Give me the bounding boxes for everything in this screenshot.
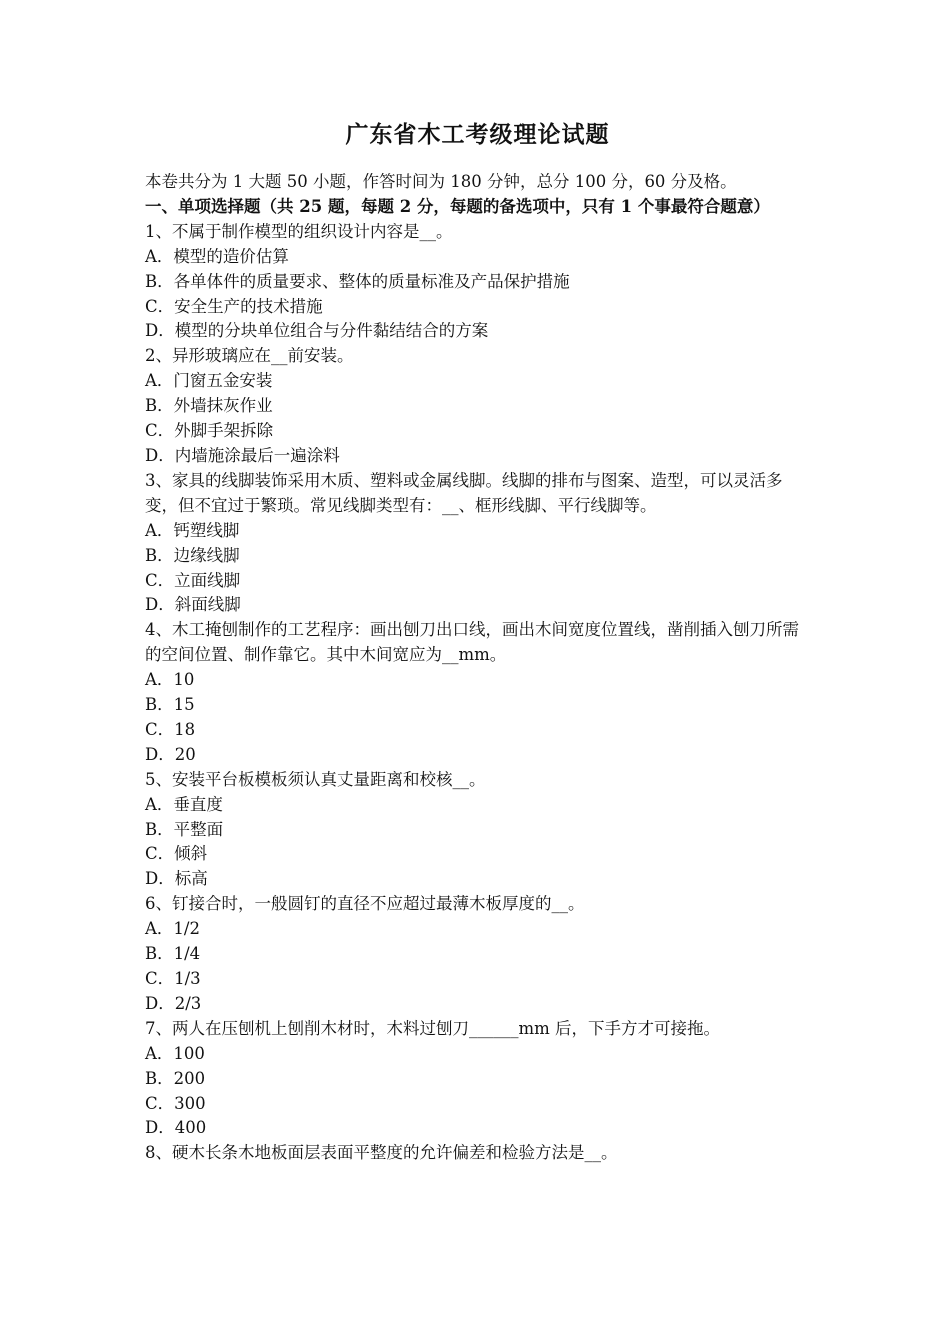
question-block <box>145 768 810 893</box>
question-stem: 3、家具的线脚装饰采用木质、塑料或金属线脚。线脚的排布与图案、造型，可以灵活多变，但不宜过于繁琐。常见线脚类型有：__、框形线脚、平行线脚等。 <box>145 470 783 515</box>
question-block <box>145 220 810 345</box>
question-stem: 7、两人在压刨机上刨削木材时，木料过刨刀______mm 后，下手方才可接拖。 <box>145 1018 721 1038</box>
question-block <box>145 618 810 767</box>
answer-option: A．10 <box>145 670 195 690</box>
answer-option: D．标高 <box>145 869 208 889</box>
answer-option: C．300 <box>145 1093 206 1113</box>
answer-option: C．安全生产的技术措施 <box>145 296 323 316</box>
exam-intro: 本卷共分为 1 大题 50 小题，作答时间为 180 分钟，总分 100 分，60 分及格。 <box>145 172 737 191</box>
answer-option: D．2/3 <box>145 993 202 1013</box>
answer-option: C．18 <box>145 719 196 739</box>
answer-option: B．平整面 <box>145 819 224 839</box>
answer-option: B．外墙抹灰作业 <box>145 396 273 416</box>
answer-option: C．倾斜 <box>145 844 208 864</box>
document-title: 广东省木工考级理论试题 <box>345 121 610 148</box>
question-stem: 6、钉接合时，一般圆钉的直径不应超过最薄木板厚度的__。 <box>145 894 585 914</box>
answer-option: B．边缘线脚 <box>145 545 240 565</box>
answer-option: C．立面线脚 <box>145 570 241 590</box>
answer-option: B．200 <box>145 1068 206 1088</box>
question-block <box>145 1017 810 1142</box>
question-block <box>145 892 810 1017</box>
answer-option: B．15 <box>145 695 195 715</box>
question-stem: 4、木工掩刨制作的工艺程序：画出刨刀出口线，画出木间宽度位置线，凿削插入刨刀所需的空间位置、制作靠它。其中木间宽应为__mm。 <box>145 620 799 665</box>
question-block <box>145 469 810 618</box>
answer-option: A．1/2 <box>145 919 200 939</box>
document-page <box>145 118 810 1166</box>
question-stem: 2、异形玻璃应在__前安装。 <box>145 346 354 366</box>
answer-option: A．垂直度 <box>145 794 223 814</box>
answer-option: D．斜面线脚 <box>145 595 241 615</box>
question-stem: 8、硬木长条木地板面层表面平整度的允许偏差和检验方法是__。 <box>145 1143 618 1163</box>
answer-option: C．1/3 <box>145 969 201 988</box>
question-stem: 5、安装平台板模板须认真丈量距离和校核__。 <box>145 769 486 789</box>
answer-option: B．1/4 <box>145 944 201 964</box>
answer-option: B．各单体件的质量要求、整体的质量标准及产品保护措施 <box>145 271 570 291</box>
answer-option: D．400 <box>145 1118 207 1138</box>
answer-option: C．外脚手架拆除 <box>145 421 274 441</box>
answer-option: D．20 <box>145 744 196 764</box>
question-stem: 1、不属于制作模型的组织设计内容是__。 <box>145 221 453 241</box>
question-list <box>145 220 810 1166</box>
answer-option: A．100 <box>145 1043 205 1063</box>
question-block <box>145 1141 810 1166</box>
answer-option: D．内墙施涂最后一遍涂料 <box>145 445 340 465</box>
section-heading: 一、单项选择题（共 25 题，每题 2 分，每题的备选项中，只有 1 个事最符合题意） <box>145 196 770 216</box>
answer-option: A．钙塑线脚 <box>145 520 240 540</box>
answer-option: A．模型的造价估算 <box>145 246 289 266</box>
answer-option: A．门窗五金安装 <box>145 371 273 391</box>
answer-option: D．模型的分块单位组合与分件黏结结合的方案 <box>145 321 489 341</box>
question-block <box>145 344 810 469</box>
